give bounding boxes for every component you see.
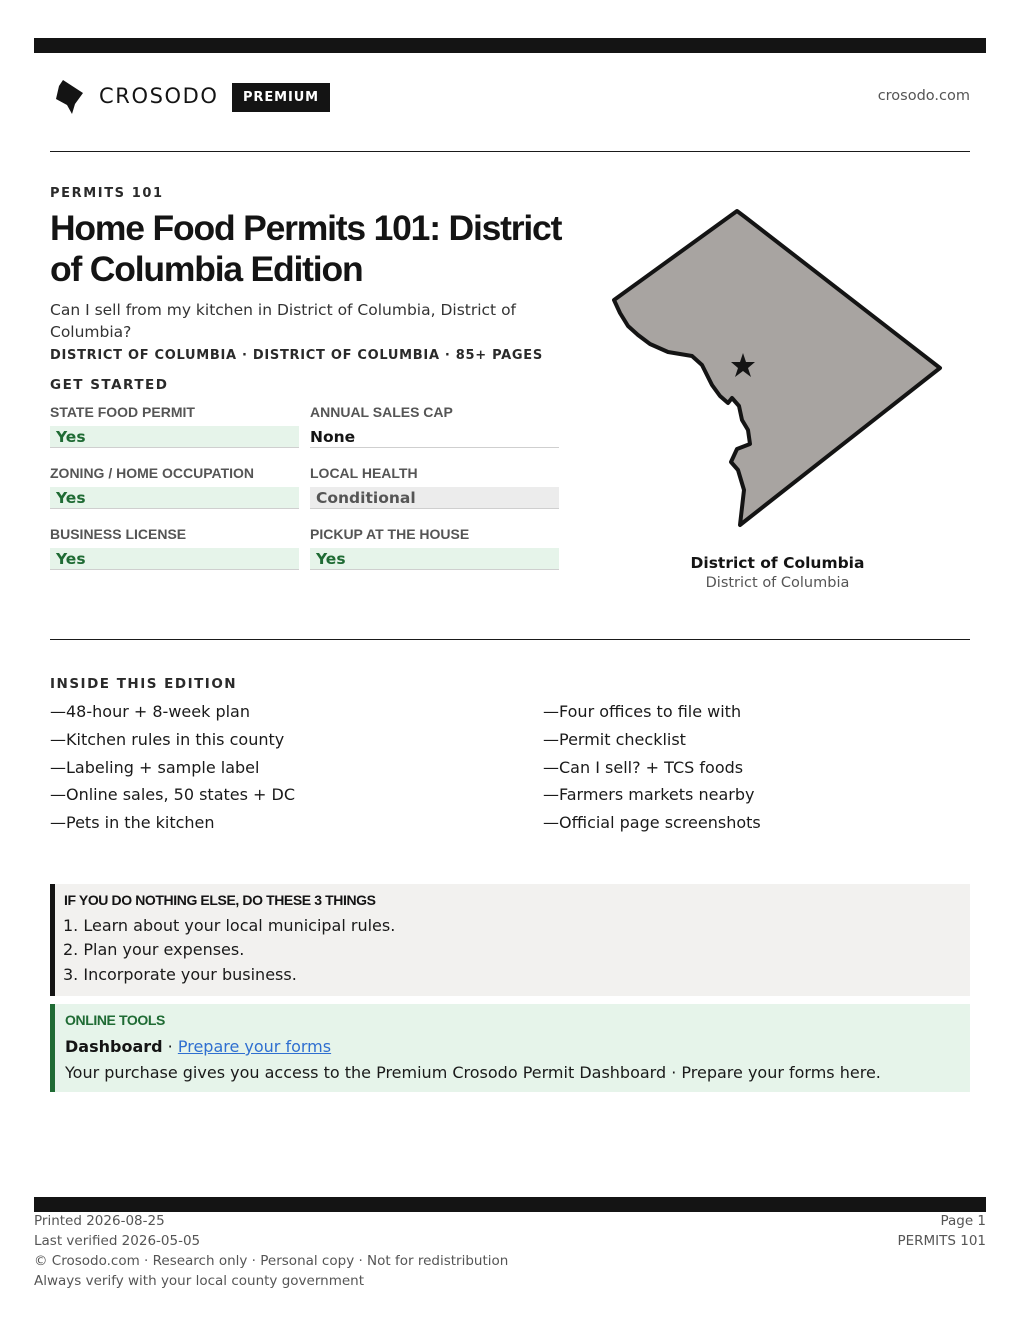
callout-title: IF YOU DO NOTHING ELSE, DO THESE 3 THINGS [64,892,376,908]
fact-label: STATE FOOD PERMIT [50,404,195,420]
bottom-rule [34,1197,986,1212]
tools-description: Your purchase gives you access to the Premium Crosodo Permit Dashboard · Prepare your forms here. [65,1063,881,1082]
list-item: —Kitchen rules in this county [50,730,285,749]
prepare-forms-link[interactable]: Prepare your forms [177,1037,332,1056]
fact-value: Yes [50,426,299,448]
logo-icon [54,79,84,115]
dashboard-label: Dashboard [65,1037,163,1056]
map-subtitle: District of Columbia [705,575,850,591]
footer-section: PERMITS 101 [897,1233,986,1249]
district-outline [614,211,940,525]
page-header [50,75,970,119]
list-item: —Four offices to file with [543,702,742,721]
top-rule [34,38,986,53]
fact-label: ANNUAL SALES CAP [310,404,453,420]
list-item: —48-hour + 8-week plan [50,702,250,721]
inside-edition-label: INSIDE THIS EDITION [50,676,238,692]
fact-value: Yes [310,548,559,570]
fact-state-food-permit [50,402,299,456]
brand-name: CROSODO [99,84,219,108]
fact-value: Yes [50,548,299,570]
copyright: © Crosodo.com · Research only · Personal copy · Not for redistribution [34,1253,509,1269]
list-item: —Online sales, 50 states + DC [50,785,296,804]
list-item: —Labeling + sample label [50,758,260,777]
section-divider [50,639,970,640]
online-tools-box [50,1004,970,1092]
edition-meta: DISTRICT OF COLUMBIA · DISTRICT OF COLUMBIA · 85+ PAGES [50,348,543,363]
page-number: Page 1 [940,1213,986,1229]
callout-item: 3. Incorporate your business. [63,965,297,984]
fact-local-health [310,463,559,517]
fact-zoning [50,463,299,517]
map-title: District of Columbia [690,554,865,572]
fact-value: Yes [50,487,299,509]
premium-badge: PREMIUM [232,83,330,112]
list-item: —Permit checklist [543,730,686,749]
tools-separator: · [162,1037,178,1056]
list-item: —Pets in the kitchen [50,813,215,832]
printed-date: Printed 2026-08-25 [34,1213,165,1229]
fact-label: LOCAL HEALTH [310,465,418,481]
fact-label: ZONING / HOME OCCUPATION [50,465,255,481]
kicker: PERMITS 101 [50,186,164,201]
page-subtitle: Can I sell from my kitchen in District of Columbia, District of Columbia? [50,301,517,341]
fact-pickup [310,524,559,578]
page-title: Home Food Permits 101: District of Columbia Edition [50,208,562,289]
verify-note: Always verify with your local county government [34,1273,364,1289]
tools-title: ONLINE TOOLS [65,1012,165,1028]
fact-label: BUSINESS LICENSE [50,526,187,542]
fact-value: Conditional [310,487,559,509]
list-item: —Official page screenshots [543,813,761,832]
callout-item: 2. Plan your expenses. [63,940,245,959]
list-item: —Farmers markets nearby [543,785,755,804]
fact-business-license [50,524,299,578]
district-map [600,200,960,540]
verified-date: Last verified 2026-05-05 [34,1233,201,1249]
callout-item: 1. Learn about your local municipal rules. [63,916,396,935]
three-things-callout [50,884,970,996]
fact-annual-sales-cap [310,402,559,456]
site-url[interactable]: crosodo.com [877,88,970,104]
header-divider [50,151,970,152]
list-item: —Can I sell? + TCS foods [543,758,744,777]
tools-line [65,1037,331,1056]
get-started-label: GET STARTED [50,377,169,393]
fact-value: None [310,426,559,448]
fact-label: PICKUP AT THE HOUSE [310,526,470,542]
